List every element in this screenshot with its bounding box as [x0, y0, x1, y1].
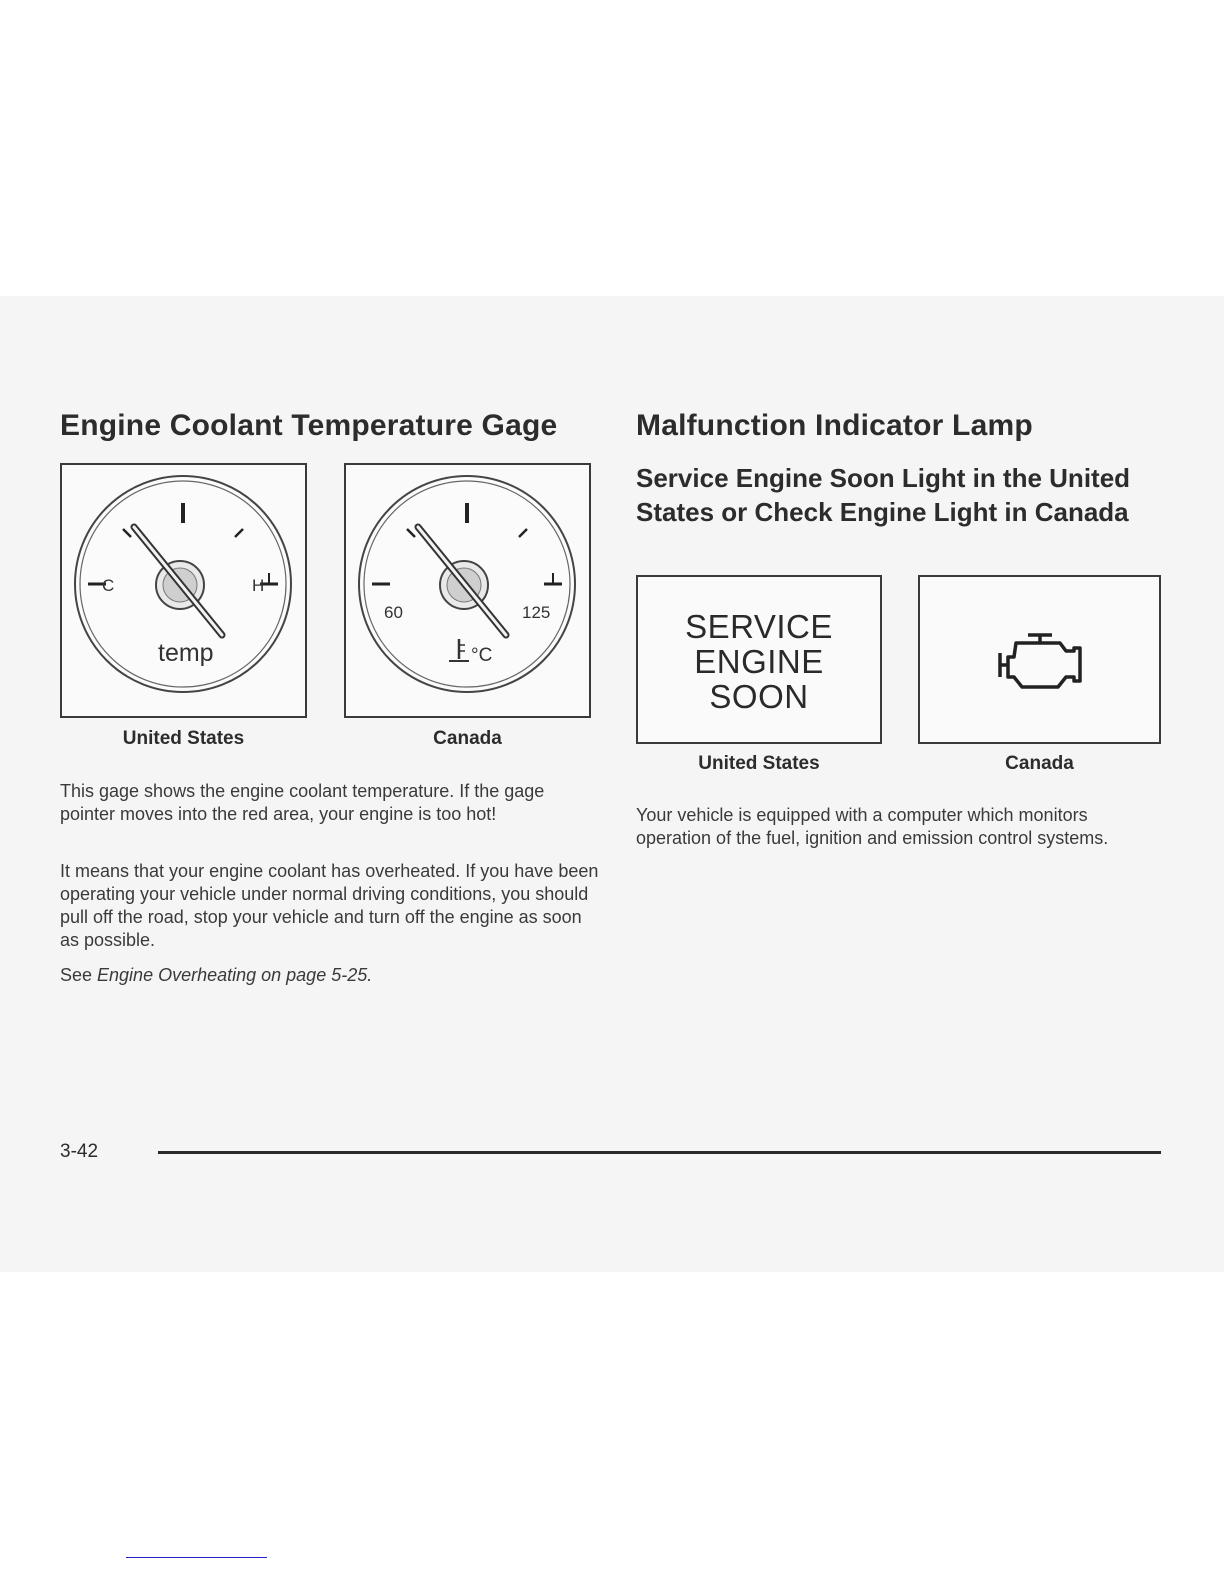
coolant-paragraph-2: It means that your engine coolant has overheated. If you have been operating your vehicle under normal driving conditions, you should pull off the road, stop your vehicle and turn off the engine as soon as possible.: [60, 861, 599, 950]
gauge-low-label: C: [102, 576, 115, 595]
gauge-low-label: 60: [384, 603, 403, 622]
service-engine-soon-lamp: [636, 575, 882, 744]
temperature-gauge-icon: [62, 465, 305, 716]
canada-lamp-caption: Canada: [1005, 753, 1074, 774]
gauge-center-label: temp: [158, 639, 214, 667]
mil-paragraph: Your vehicle is equipped with a computer which monitors operation of the fuel, ignition and emission control systems.: [636, 805, 1109, 848]
mil-subheading: Service Engine Soon Light in the United States or Check Engine Light in Canada: [636, 463, 1131, 527]
gauge-unit-label: °C: [471, 645, 493, 666]
temperature-gauge-icon: [346, 465, 589, 716]
lamp-text: [638, 609, 880, 714]
engine-overheating-link[interactable]: Engine Overheating on page 5-25.: [97, 965, 373, 985]
lamp-line: SOON: [709, 678, 809, 715]
page-number: 3-42: [60, 1141, 99, 1162]
lamp-line: SERVICE: [685, 608, 833, 645]
check-engine-icon: [920, 577, 1159, 742]
canada-gauge-caption: Canada: [433, 728, 502, 749]
footer-rule: [158, 1151, 1161, 1154]
mil-heading: Malfunction Indicator Lamp: [636, 409, 1033, 442]
gauge-high-label: 125: [522, 603, 551, 622]
coolant-gage-heading: Engine Coolant Temperature Gage: [60, 409, 558, 442]
see-prefix: See: [60, 965, 98, 985]
link-underline: [126, 1557, 267, 1558]
lamp-line: ENGINE: [694, 643, 824, 680]
us-temp-gauge-figure: [60, 463, 307, 718]
see-reference: [60, 964, 590, 987]
check-engine-lamp: [918, 575, 1161, 744]
us-lamp-caption: United States: [698, 753, 820, 774]
us-gauge-caption: United States: [122, 728, 245, 749]
canada-temp-gauge-figure: [344, 463, 591, 718]
gauge-high-label: H: [252, 576, 265, 595]
coolant-paragraph-1: This gage shows the engine coolant temperature. If the gage pointer moves into the red area, your engine is too hot!: [60, 781, 545, 824]
